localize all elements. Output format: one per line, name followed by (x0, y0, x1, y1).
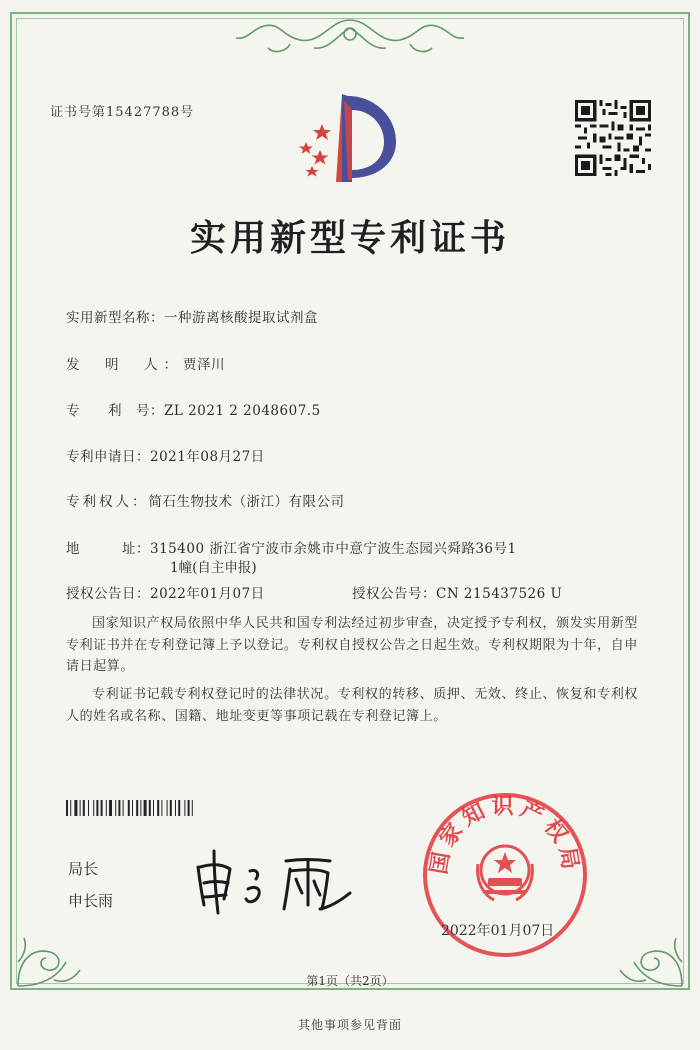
field-address-line2: 1幢(自主申报) (170, 560, 257, 576)
field-patent-number (66, 399, 321, 419)
field-label: 专 利 号： (66, 403, 164, 419)
director-name: 申长雨 (68, 892, 114, 910)
field-grant-date (66, 582, 265, 602)
field-value: 一种游离核酸提取试剂盒 (164, 310, 318, 326)
handwritten-signature (190, 845, 360, 915)
field-value: 315400 浙江省宁波市余姚市中意宁波生态园兴舜路36号1 (150, 541, 517, 557)
barcode-icon (66, 800, 268, 816)
field-value: 2021年08月27日 (150, 449, 265, 465)
field-inventor (66, 353, 225, 373)
seal-date: 2022年01月07日 (441, 923, 555, 939)
field-utility-model-name (66, 306, 318, 326)
field-value: 2022年01月07日 (150, 586, 265, 602)
top-ornament (230, 14, 470, 58)
cnipa-logo-icon (292, 90, 408, 190)
seal-text: 国家知识产权局 (426, 794, 584, 877)
director-title: 局长 (68, 860, 99, 878)
qr-code-icon (575, 100, 651, 176)
field-label: 授权公告号： (352, 586, 436, 602)
page-number: 第1页（共2页） (306, 974, 394, 988)
field-patentee (66, 490, 345, 510)
field-value: CN 215437526 U (436, 586, 563, 602)
field-label: 实用新型名称： (66, 310, 164, 326)
field-address (66, 537, 517, 557)
statement-paragraph-2: 专利证书记载专利权登记时的法律状况。专利权的转移、质押、无效、终止、恢复和专利权人的姓名或名称、国籍、地址变更等事项记载在专利登记簿上。 (66, 687, 638, 724)
field-value: ZL 2021 2 2048607.5 (164, 403, 321, 419)
field-label: 地 址： (66, 541, 150, 557)
field-label: 授权公告日： (66, 586, 150, 602)
certificate-number: 证书号第15427788号 (50, 105, 195, 120)
field-filing-date (66, 445, 265, 465)
field-label: 专利申请日： (66, 449, 150, 465)
certificate-title: 实用新型专利证书 (189, 217, 510, 259)
footer-note: 其他事项参见背面 (297, 1018, 402, 1032)
field-grant-number (352, 582, 562, 602)
field-label: 专利权人： (66, 494, 149, 510)
field-value: 简石生物技术（浙江）有限公司 (148, 494, 345, 510)
field-value: 贾泽川 (183, 357, 225, 373)
field-label: 发 明 人： (66, 357, 183, 373)
statement-paragraph-1: 国家知识产权局依照中华人民共和国专利法经过初步审查，决定授予专利权，颁发实用新型专利证书并在专利登记簿上予以登记。专利权自授权公告之日起生效。专利权期限为十年，自申请日起算。 (66, 616, 638, 674)
